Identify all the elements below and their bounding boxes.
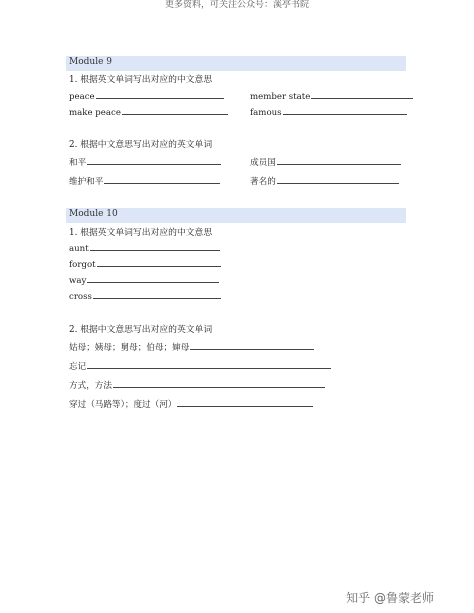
m10-item-chuanguo: 穿过（马路等）；度过（河） [69,398,313,410]
m10-item-cross: cross [69,291,221,302]
m10-item-aunt: aunt [69,243,220,254]
m10-item-fangshi: 方式，方法 [69,379,325,391]
header-note: 更多资料，可关注公众号：溪亭书院 [164,0,309,10]
m9-item-make-peace: make peace [69,107,228,118]
m10-item-gumu: 姑母；姨母；舅母；伯母；婶母 [69,341,314,353]
m9-item-famous: famous [250,107,407,118]
module-10-header [66,208,406,223]
m9-item-weihuheping: 维护和平 [69,175,220,187]
m9-item-peace: peace [69,91,224,102]
m10-section1-heading: 1. 根据英文单词写出对应的中文意思 [69,228,213,238]
m9-item-heping: 和平 [69,156,221,168]
m9-item-zhumingde: 著名的 [250,175,399,187]
m10-section2-heading: 2. 根据中文意思写出对应的英文单词 [69,325,213,335]
m9-section2-heading: 2. 根据中文意思写出对应的英文单词 [69,140,213,150]
watermark: 知乎 @鲁蒙老师 [346,591,434,605]
m9-item-member-state: member state [250,91,413,102]
m9-item-chengyuanguo: 成员国 [250,156,401,168]
m9-section1-heading: 1. 根据英文单词写出对应的中文意思 [69,75,213,85]
module-9-title: Module 9 [69,57,112,67]
module-10-title: Module 10 [69,209,118,219]
m10-item-way: way [69,275,219,286]
module-9-header [66,56,406,71]
m10-item-forgot: forgot [69,259,221,270]
m10-item-wangji: 忘记 [69,360,331,372]
